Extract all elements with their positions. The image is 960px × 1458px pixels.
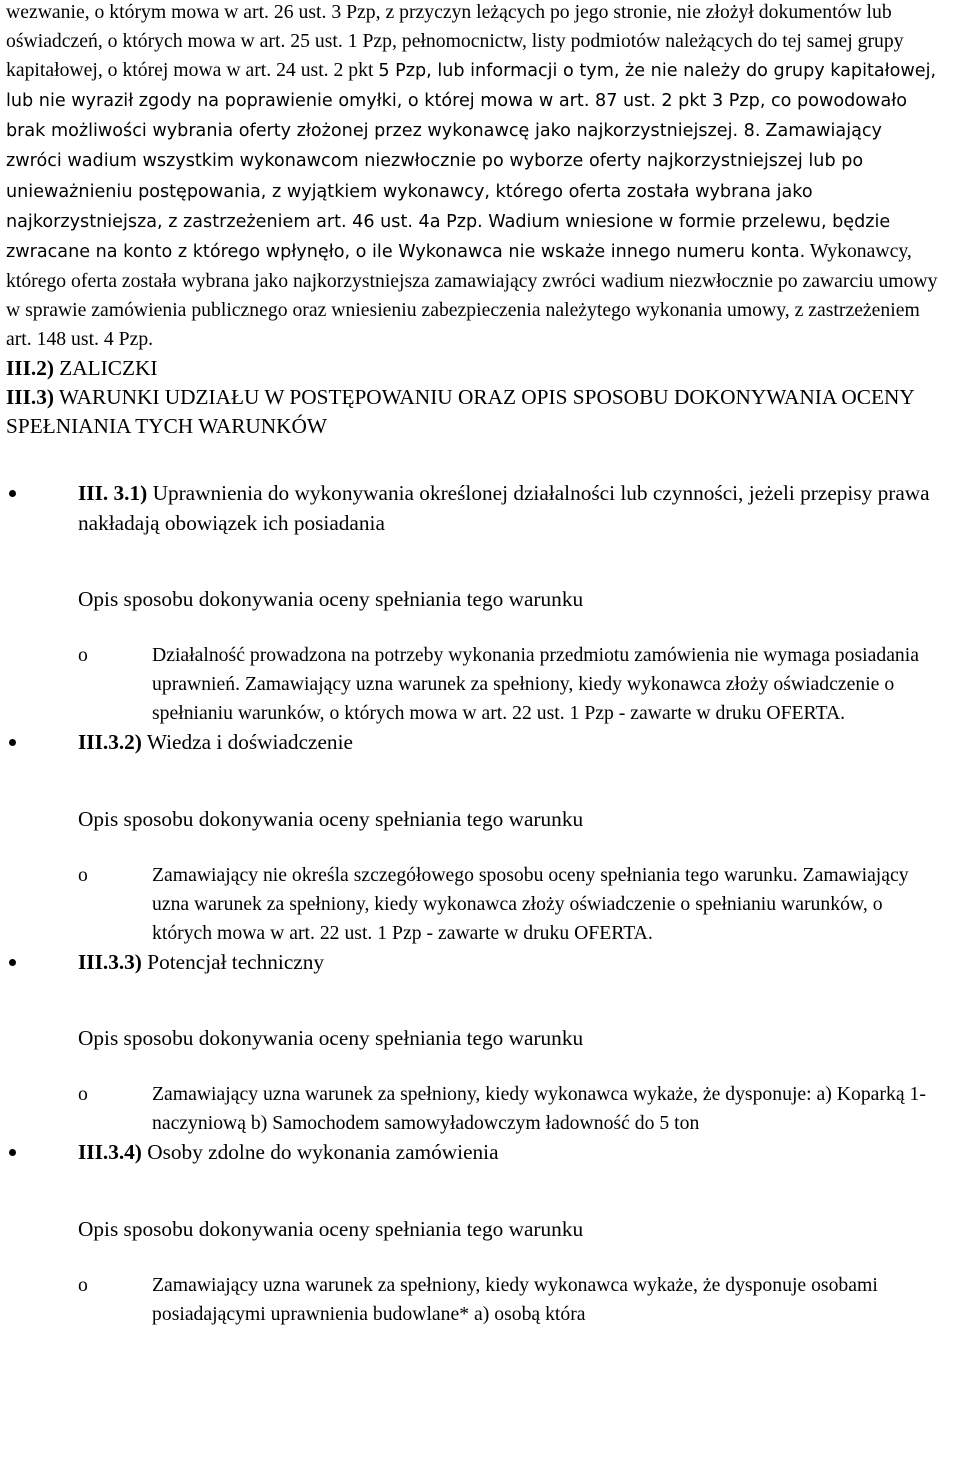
bullet-icon <box>9 739 16 746</box>
intro-text-1: wezwanie, o którym mowa w art. 26 ust. 3 Pzp, z przyczyn leżących po jego stronie, nie złożył dokumentów lub oświadczeń, o których mowa w art. 25 ust. 1 Pzp, pełnomocnictw, listy podmiotów należących do tej samej grupy kapitałowej, o której mowa w art. 24 ust. 2 pkt <box>6 1 904 82</box>
list-item <box>6 479 941 728</box>
condition-name: Uprawnienia do wykonywania określonej działalności lub czynności, jeżeli przepisy prawa nakładają obowiązek ich posiadania <box>78 481 930 535</box>
intro-paragraph <box>6 0 941 354</box>
circle-bullet-icon: o <box>78 1273 88 1296</box>
condition-text: Zamawiający uzna warunek za spełniony, kiedy wykonawca wykaże, że dysponuje: a) Koparką 1-naczyniową b) Samochodem samowyładowczym ładowność do 5 ton <box>152 1083 926 1135</box>
condition-number: III.3.3) <box>78 949 142 974</box>
intro-text-3: Zamawiający zwróci wadium wszystkim wykonawcom niezwłocznie po wyborze oferty najkorzystniejszej lub po unieważnieniu postępowania, z wyjątkiem wykonawcy, którego oferta została wybrana jako najkorzystniejsza, z zastrzeżeniem art. 46 ust. 4a Pzp. Wadium wniesione w formie przelewu, będzie zwracane na konto z którego wpłynęło, o ile Wykonawca nie wskaże innego numeru konta. <box>6 121 891 262</box>
list-item <box>6 1138 941 1329</box>
section-number: III.3) <box>6 385 54 410</box>
circle-bullet-icon: o <box>78 1083 88 1106</box>
condition-title <box>78 948 941 978</box>
opis-heading: Opis sposobu dokonywania oceny spełniania tego warunku <box>78 1026 584 1051</box>
condition-description <box>78 861 941 948</box>
condition-name: Potencjał techniczny <box>147 949 325 974</box>
bullet-icon <box>9 1149 16 1156</box>
bullet-icon <box>9 490 16 497</box>
document-page <box>6 0 941 1329</box>
section-number: III.2) <box>6 356 54 381</box>
condition-description <box>78 1080 941 1138</box>
intro-text-2: 5 Pzp, lub informacji o tym, że nie należy do grupy kapitałowej, lub nie wyraził zgody na poprawienie omyłki, o której mowa w art. 87 ust. 2 pkt 3 Pzp, co powodowało brak możliwości wybrania oferty złożonej przez wykonawcę jako najkorzystniejszej. 8. <box>6 61 937 142</box>
list-item <box>6 728 941 948</box>
opis-heading: Opis sposobu dokonywania oceny spełniania tego warunku <box>78 587 584 612</box>
condition-number: III.3.4) <box>78 1140 142 1165</box>
section-title: ZALICZKI <box>59 356 158 381</box>
condition-title <box>78 479 941 538</box>
condition-number: III.3.2) <box>78 730 142 755</box>
condition-name: Wiedza i doświadczenie <box>146 730 353 755</box>
list-item <box>6 948 941 1139</box>
condition-title <box>78 728 941 758</box>
condition-name: Osoby zdolne do wykonania zamówienia <box>147 1140 499 1165</box>
opis-heading: Opis sposobu dokonywania oceny spełniania tego warunku <box>78 806 584 831</box>
bullet-icon <box>9 959 16 966</box>
condition-text: Zamawiający uzna warunek za spełniony, kiedy wykonawca wykaże, że dysponuje osobami posiadającymi uprawnienia budowlane* a) osobą która <box>152 1273 878 1325</box>
conditions-list <box>6 479 941 1329</box>
condition-text: Działalność prowadzona na potrzeby wykonania przedmiotu zamówienia nie wymaga posiadania uprawnień. Zamawiający uzna warunek za spełniony, kiedy wykonawca złoży oświadczenie o spełnianiu warunków, o których mowa w art. 22 ust. 1 Pzp - zawarte w druku OFERTA. <box>152 644 919 725</box>
section-title: WARUNKI UDZIAŁU W POSTĘPOWANIU ORAZ OPIS SPOSOBU DOKONYWANIA OCENY SPEŁNIANIA TYCH WARUNKÓW <box>6 385 914 439</box>
circle-bullet-icon: o <box>78 644 88 667</box>
circle-bullet-icon: o <box>78 863 88 886</box>
condition-description <box>78 641 941 728</box>
condition-title <box>78 1138 941 1168</box>
opis-heading: Opis sposobu dokonywania oceny spełniania tego warunku <box>78 1216 584 1241</box>
condition-description <box>78 1271 941 1329</box>
section-heading-warunki <box>6 383 941 441</box>
condition-number: III. 3.1) <box>78 481 148 506</box>
section-heading-zaliczki <box>6 354 941 383</box>
intro-text-4: Wykonawcy, którego oferta została wybrana jako najkorzystniejsza zamawiający zwróci wadium niezwłocznie po zawarciu umowy w sprawie zamówienia publicznego oraz wniesieniu zabezpieczenia należytego wykonania umowy, z zastrzeżeniem art. 148 ust. 4 Pzp. <box>6 239 938 351</box>
condition-text: Zamawiający nie określa szczegółowego sposobu oceny spełniania tego warunku. Zamawiający uzna warunek za spełniony, kiedy wykonawca złoży oświadczenie o spełnianiu warunków, o których mowa w art. 22 ust. 1 Pzp - zawarte w druku OFERTA. <box>152 863 909 944</box>
